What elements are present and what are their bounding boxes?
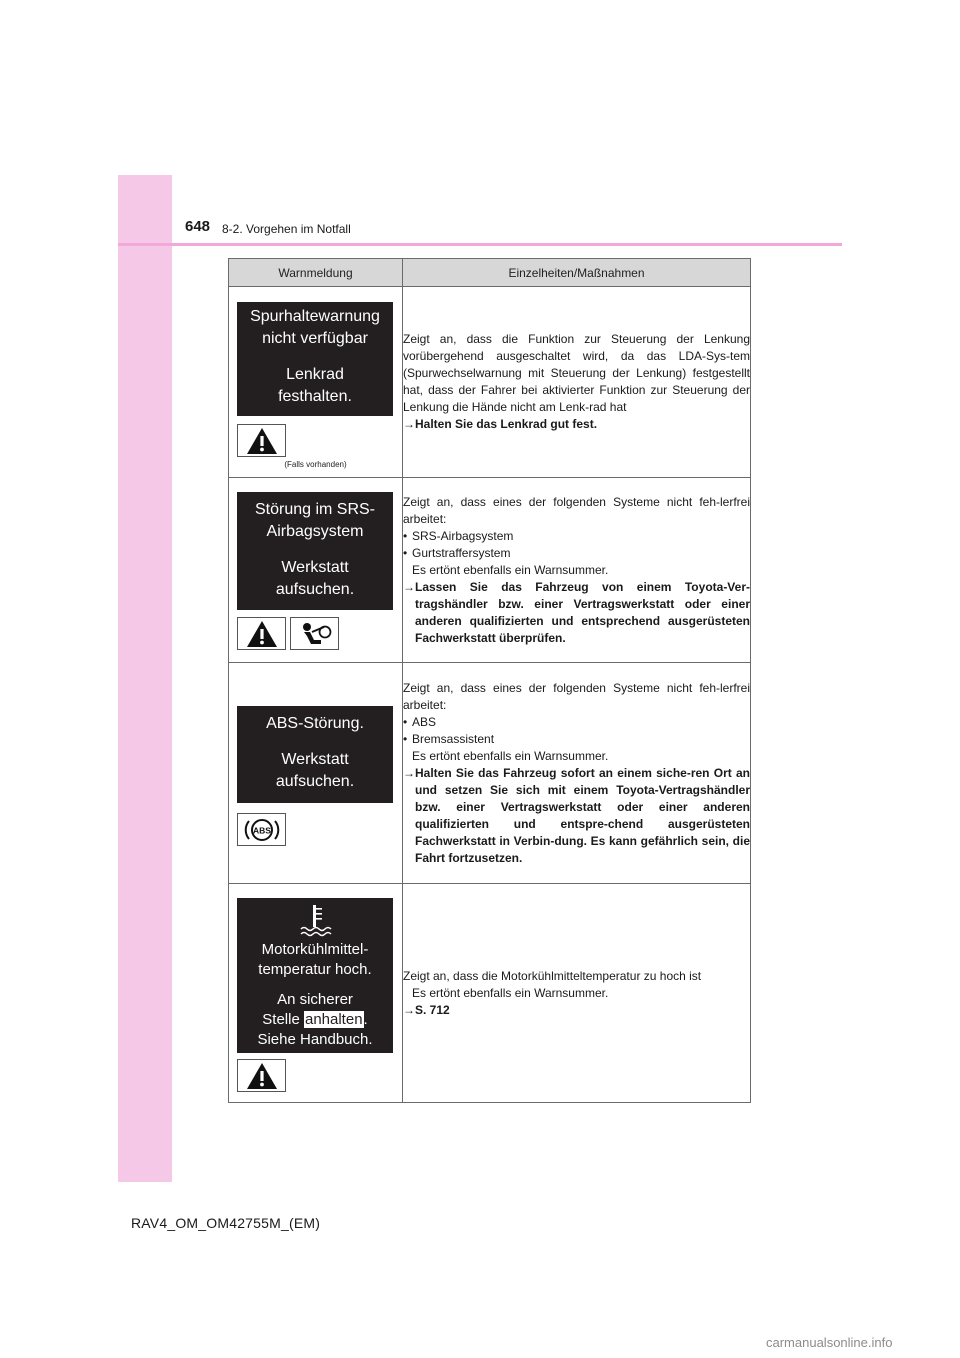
screen-line: ABS-Störung.	[266, 715, 364, 732]
screen-line: festhalten.	[278, 388, 352, 405]
details-cell	[403, 478, 751, 663]
message-screen	[237, 898, 393, 1053]
action-line: → Lassen Sie das Fahrzeug von einem Toyota-Ver-tragshändler bzw. einer Vertragswerkstatt oder einer anderen qualifizierten und entsprechend ausgerüsteten Fachwerkstatt überprüfen.	[403, 579, 750, 645]
abs-icon	[237, 813, 286, 846]
screen-line: Siehe Handbuch.	[257, 1031, 373, 1048]
screen-line: Spurhaltewarnung	[250, 308, 380, 325]
screen-line: Störung im SRS-	[254, 501, 376, 518]
screen-line: Werkstatt	[281, 559, 349, 576]
screen-line: Airbagsystem	[266, 523, 364, 540]
action-line: → S. 712	[403, 1002, 450, 1017]
action-line: → Halten Sie das Lenkrad gut fest.	[403, 417, 598, 431]
table-row	[229, 287, 751, 478]
details-cell	[403, 884, 751, 1103]
message-screen	[237, 302, 393, 416]
description-text: Zeigt an, dass die Motorkühlmitteltemperatur zu hoch ist	[403, 968, 702, 983]
screen-line: aufsuchen.	[275, 773, 355, 790]
buzzer-note: Es ertönt ebenfalls ein Warnsummer.	[412, 985, 609, 1000]
bullet-item: • Bremsassistent	[403, 731, 495, 746]
screen-line: temperatur hoch.	[258, 961, 372, 978]
warning-table	[228, 258, 751, 1103]
action-text: Halten Sie das Fahrzeug sofort an einem siche-ren Ort an und setzen Sie sich mit einem Toyota-Vertragshändler bzw. einer Vertragswerkstatt oder einer anderen qualifizierten und entspre-chend ausgerüsteten Fachwerkstatt in Verbin-dung. Es kann gefährlich sein, die Fahrt fortzusetzen.	[415, 765, 750, 865]
bullet-item: • SRS-Airbagsystem	[403, 528, 514, 543]
action-text: Lassen Sie das Fahrzeug von einem Toyota-Ver-tragshändler bzw. einer Vertragswerkstatt oder einer anderen qualifizierten und entsprechend ausgerüsteten Fachwerkstatt überprüfen.	[415, 579, 750, 645]
screen-line: Lenkrad	[286, 366, 344, 383]
buzzer-note: Es ertönt ebenfalls ein Warnsummer.	[412, 562, 609, 577]
warning-cell	[229, 884, 403, 1103]
screen-line: Stelle anhalten.	[262, 1011, 368, 1028]
airbag-icon	[290, 617, 339, 650]
warning-triangle-icon	[237, 1059, 286, 1092]
warning-triangle-icon	[237, 617, 286, 650]
action-line: → Halten Sie das Fahrzeug sofort an einem siche-ren Ort an und setzen Sie sich mit einem Toyota-Vertragshändler bzw. einer Vertragswerkstatt oder einer anderen qualifizierten und entspre-chend ausgerüsteten Fachwerkstatt in Verbin-dung. Es kann gefährlich sein, die Fahrt fortzusetzen.	[403, 765, 750, 865]
bullet-item: • ABS	[403, 714, 437, 729]
table-row	[229, 478, 751, 663]
screen-line: nicht verfügbar	[262, 330, 368, 347]
column-header-warning: Warnmeldung	[229, 259, 403, 287]
header-rule	[118, 243, 842, 246]
description-text: Zeigt an, dass eines der folgenden Systeme nicht feh-lerfrei arbeitet:	[403, 680, 750, 712]
details-cell	[403, 287, 751, 478]
warning-cell	[229, 287, 403, 478]
coolant-temperature-icon	[237, 902, 393, 940]
screen-line: Motorkühlmittel-	[261, 941, 369, 958]
column-header-details: Einzelheiten/Maßnahmen	[403, 259, 751, 287]
screen-line: An sicherer	[277, 991, 353, 1008]
table-row	[229, 884, 751, 1103]
section-title: 8-2. Vorgehen im Notfall	[222, 222, 351, 236]
bullet-item: • Gurtstraffersystem	[403, 545, 511, 560]
warning-cell	[229, 478, 403, 663]
chapter-sidebar-tab	[118, 175, 172, 1182]
highlighted-word: anhalten	[304, 1011, 363, 1028]
svg-text:ABS: ABS	[252, 825, 271, 835]
details-cell	[403, 663, 751, 884]
screen-line: aufsuchen.	[275, 581, 355, 598]
availability-note: (Falls vorhanden)	[284, 460, 347, 469]
page-number: 648	[185, 218, 211, 235]
description-text: Zeigt an, dass die Funktion zur Steuerung der Lenkung vorübergehend ausgeschaltet wird, da das LDA-Sys-tem (Spurwechselwarnung mit Steuerung der Lenkung) festgestellt hat, dass der Fahrer bei aktivierter Funktion zur Steuerung der Lenkung die Hände nicht am Lenk-rad hat	[403, 332, 750, 414]
description-text: Zeigt an, dass eines der folgenden Systeme nicht feh-lerfrei arbeitet:	[403, 494, 750, 526]
message-screen	[237, 492, 393, 610]
message-screen	[237, 706, 393, 803]
warning-cell	[229, 663, 403, 884]
warning-triangle-icon	[237, 424, 286, 457]
watermark: carmanualsonline.info	[766, 1335, 893, 1350]
table-header-row	[229, 259, 751, 287]
document-code: RAV4_OM_OM42755M_(EM)	[131, 1215, 321, 1231]
screen-line: Werkstatt	[281, 751, 349, 768]
buzzer-note: Es ertönt ebenfalls ein Warnsummer.	[412, 748, 609, 763]
action-text: Halten Sie das Lenkrad gut fest.	[415, 417, 598, 431]
page-reference[interactable]: S. 712	[415, 1002, 450, 1017]
table-row	[229, 663, 751, 884]
